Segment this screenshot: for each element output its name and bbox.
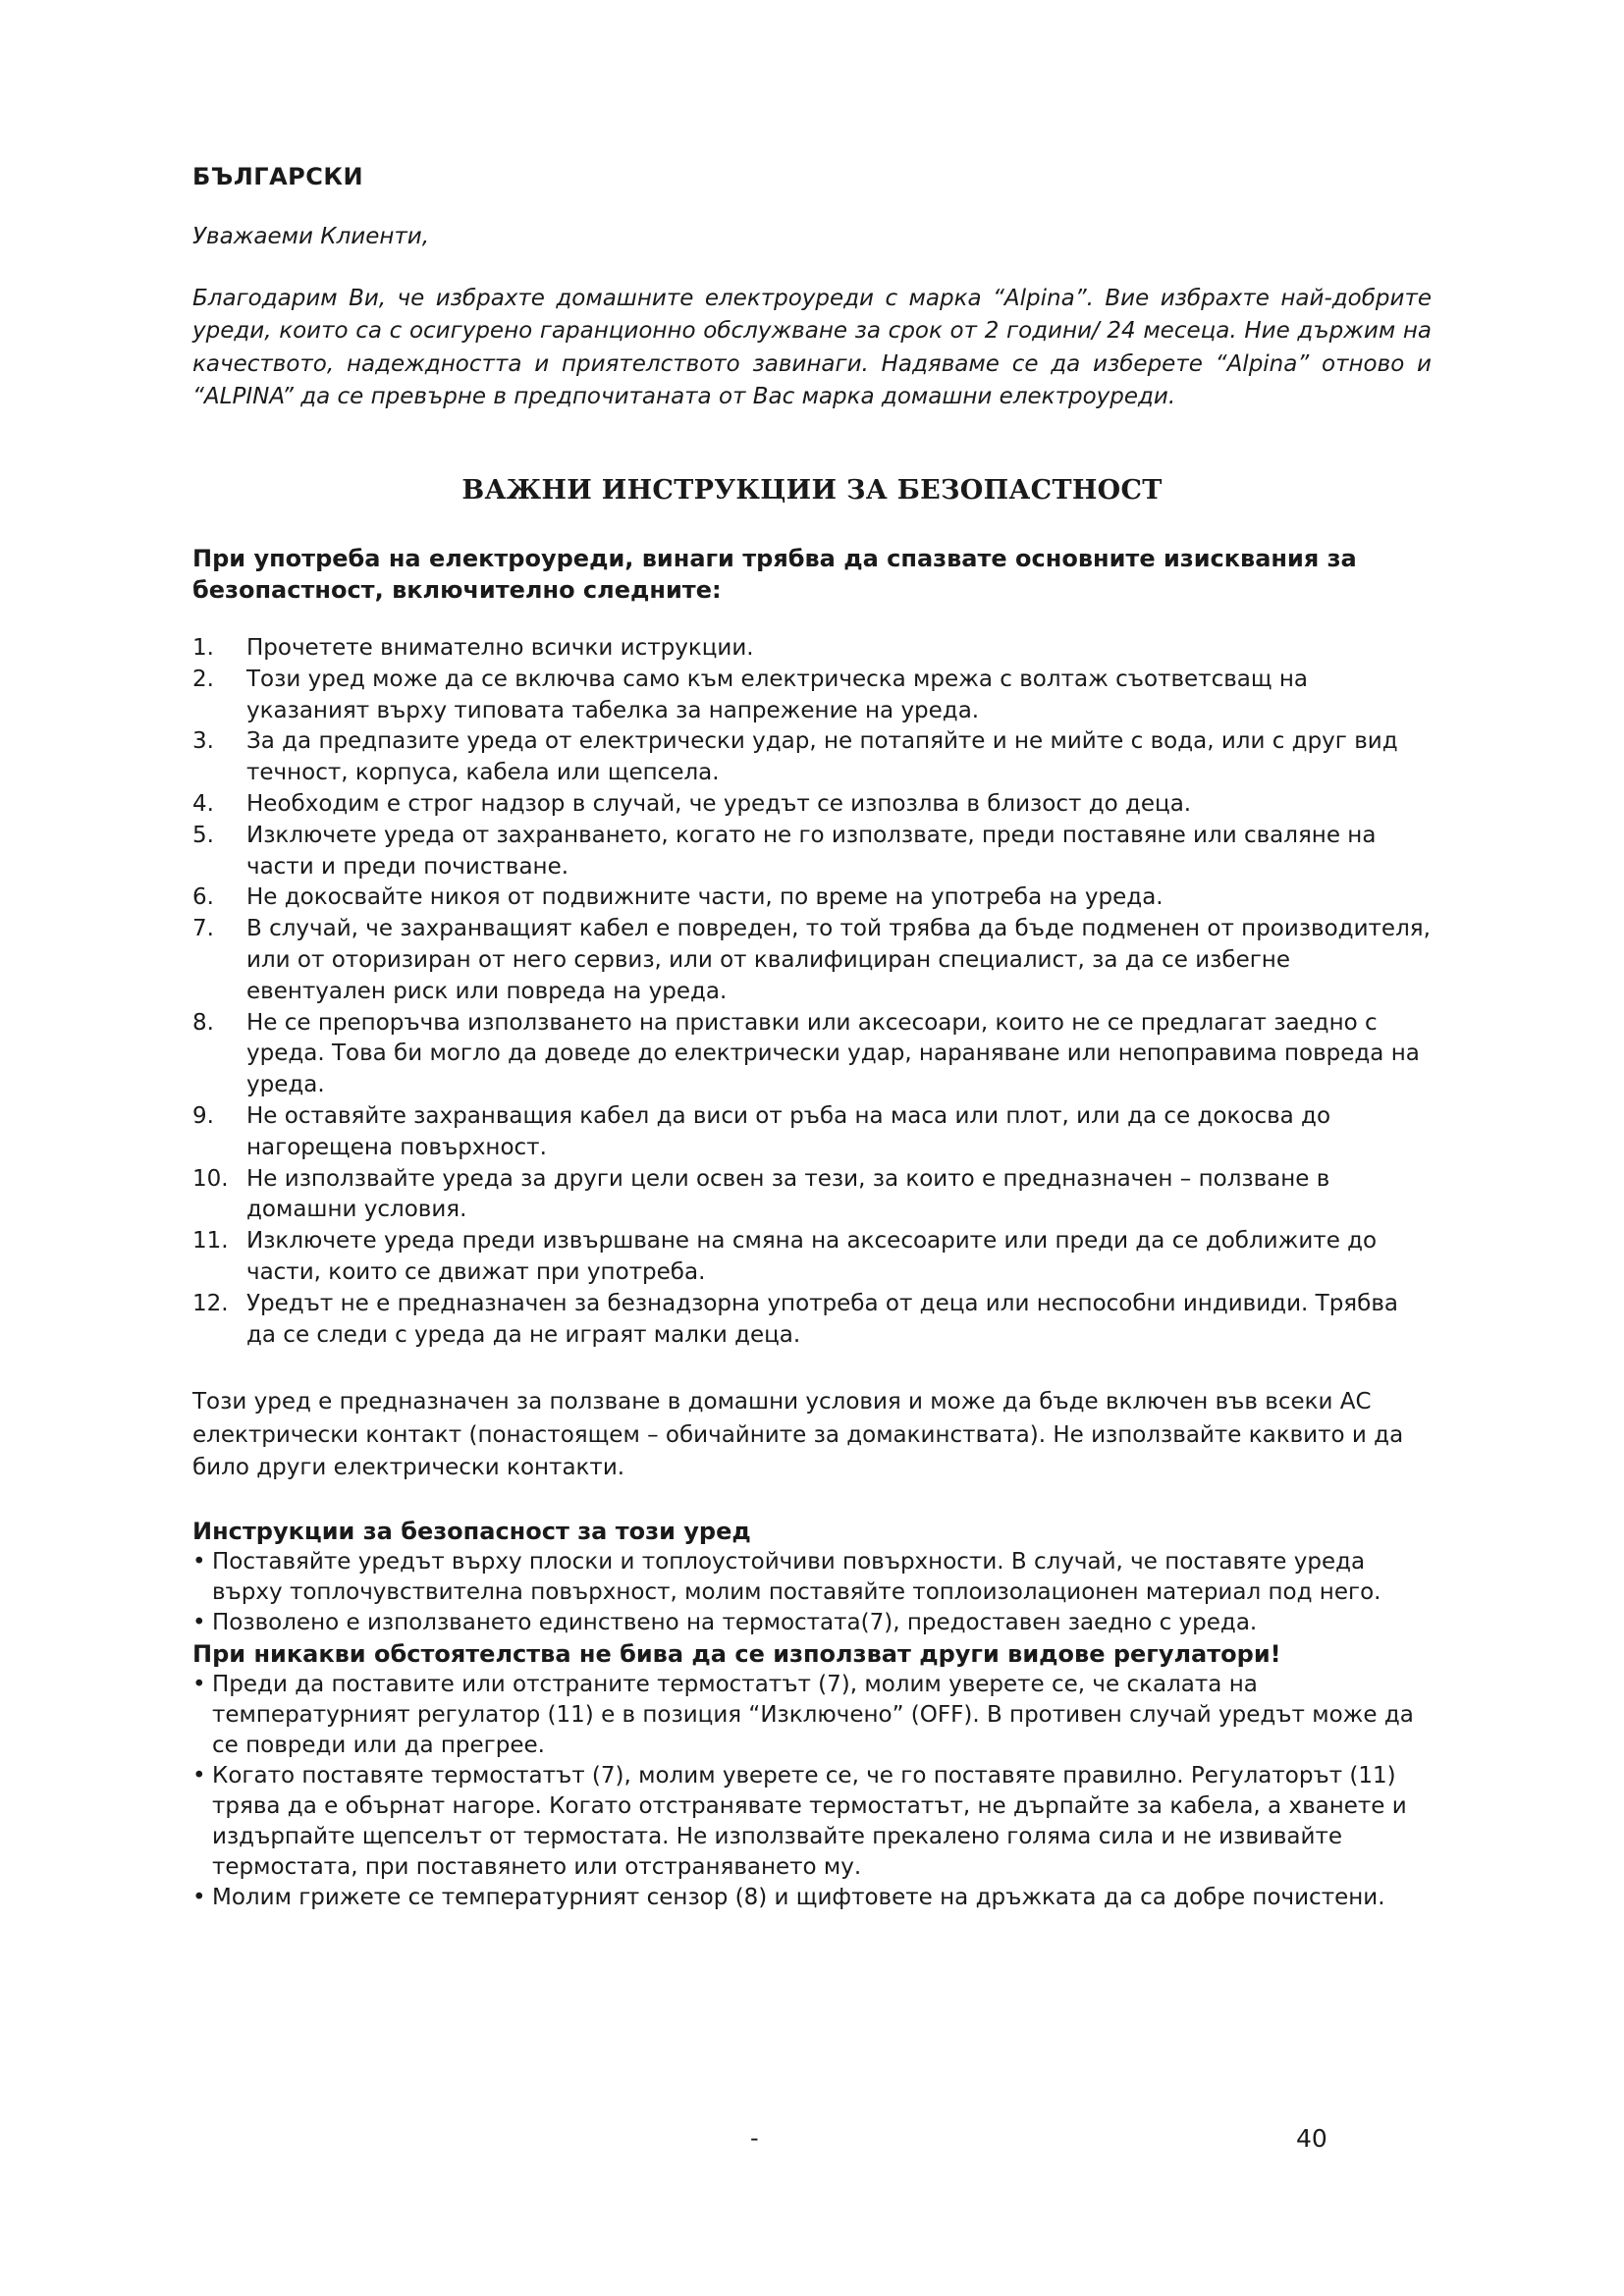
device-safety-section <box>192 1516 1432 1913</box>
instruction-text: Уредът не е предназначен за безнадзорна употреба от деца или неспособни индивиди. Трябва да се следи с уреда да не играят малки деца. <box>246 1290 1398 1348</box>
instruction-item <box>192 665 1432 727</box>
instruction-item <box>192 821 1432 883</box>
instruction-number: 3. <box>192 728 214 755</box>
regulator-warning: При никакви обстоятелства не бива да се използват други видове регулатори! <box>192 1640 1281 1668</box>
bullet-icon: • <box>192 1610 206 1635</box>
instruction-item <box>192 1226 1432 1289</box>
greeting: Уважаеми Клиенти, <box>192 224 430 249</box>
instruction-number: 2. <box>192 666 214 692</box>
instruction-text: Изключете уреда от захранването, когато не го използвате, преди поставяне или сваляне на части и преди почистване. <box>246 822 1377 880</box>
bullet-text: Позволено е използването единствено на термостата(7), предоставен заедно с уреда. <box>212 1610 1258 1635</box>
instruction-text: За да предпазите уреда от електрически удар, не потапяйте и не мийте с вода, или с друг вид течност, корпуса, кабела или щепсела. <box>246 728 1398 786</box>
instruction-text: Не се препоръчва използването на приставки или аксесоари, които не се предлагат заедно с уреда. Това би могло да доведе до електрически удар, нараняване или непоправима повреда на уреда. <box>246 1009 1420 1098</box>
safety-bullet <box>192 1883 1432 1913</box>
device-safety-list-b <box>192 1670 1432 1913</box>
bullet-text: Когато поставяте термостатът (7), молим уверете се, че го поставяте правилно. Регулаторът (11) трява да е обърнат нагоре. Когато отстранявате термостатът, не дърпайте за кабела, а хванете и издърпайте щепселът от термостата. Не използвайте прекалено голяма сила и не извивайте термостата, при поставянето или отстраняването му. <box>212 1763 1407 1880</box>
device-safety-list-a <box>192 1547 1432 1638</box>
bullet-icon: • <box>192 1885 206 1910</box>
usage-note: Този уред е предназначен за ползване в домашни условия и може да бъде включен във всеки АС електрически контакт (понастоящем – обичайните за домакинствата). Не използвайте каквито и да било други електрически контакти. <box>192 1389 1404 1480</box>
bullet-text: Молим грижете се температурният сензор (8) и щифтовете на дръжката да са добре почистени. <box>212 1885 1385 1910</box>
instruction-number: 7. <box>192 916 214 942</box>
instruction-number: 9. <box>192 1102 214 1129</box>
bullet-icon: • <box>192 1763 206 1789</box>
instruction-text: Този уред може да се включва само към електрическа мрежа с волтаж съответсващ на указаният върху типовата табелка за напрежение на уреда. <box>246 666 1308 723</box>
instruction-number: 8. <box>192 1009 214 1036</box>
device-safety-heading: Инструкции за безопасност за този уред <box>192 1518 751 1545</box>
instruction-item <box>192 633 1432 665</box>
instruction-item <box>192 1289 1432 1352</box>
instruction-number: 12. <box>192 1290 229 1316</box>
bullet-text: Поставяйте уредът върху плоски и топлоустойчиви повърхности. В случай, че поставяте уреда върху топлочувствителна повърхност, молим поставяйте топлоизолационен материал под него. <box>212 1549 1381 1605</box>
instruction-text: Необходим е строг надзор в случай, че уредът се изпозлва в близост до деца. <box>246 790 1192 817</box>
instruction-item <box>192 914 1432 1007</box>
page-number: 40 <box>1296 2124 1327 2153</box>
safety-bullet <box>192 1761 1432 1883</box>
bullet-icon: • <box>192 1672 206 1697</box>
instruction-text: Прочетете внимателно всички иструкции. <box>246 635 754 661</box>
instruction-number: 1. <box>192 635 214 661</box>
instruction-number: 6. <box>192 884 214 911</box>
safety-bullet <box>192 1547 1432 1608</box>
footer-dash: - <box>750 2124 759 2152</box>
instruction-text: Не оставяйте захранващия кабел да виси от ръба на маса или плот, или да се докосва до нагорещена повърхност. <box>246 1102 1331 1160</box>
instruction-text: Изключете уреда преди извършване на смяна на аксесоарите или преди да се доближите до части, които се движат при употреба. <box>246 1228 1378 1285</box>
safety-title: ВАЖНИ ИНСТРУКЦИИ ЗА БЕЗОПАСТНОСТ <box>461 475 1163 506</box>
instruction-item <box>192 789 1432 821</box>
instruction-number: 5. <box>192 822 214 848</box>
bullet-icon: • <box>192 1549 206 1575</box>
instruction-item <box>192 1101 1432 1164</box>
safety-bullet <box>192 1608 1432 1638</box>
instruction-item <box>192 726 1432 789</box>
requirements-intro: При употреба на електроуреди, винаги трябва да спазвате основните изисквания за безопастност, включително следните: <box>192 545 1357 604</box>
instruction-item <box>192 1164 1432 1227</box>
instruction-number: 10. <box>192 1165 229 1192</box>
instruction-text: Не използвайте уреда за други цели освен за тези, за които е предназначен – ползване в домашни условия. <box>246 1165 1330 1223</box>
language-heading: БЪЛГАРСКИ <box>192 163 364 190</box>
instruction-text: Не докосвайте никоя от подвижните части, по време на употреба на уреда. <box>246 884 1164 911</box>
intro-paragraph: Благодарим Ви, че избрахте домашните електроуреди с марка “Alpina”. Вие избрахте най-добрите уреди, които са с осигурено гаранционно обслужване за срок от 2 години/ 24 месеца. Ние държим на качеството, надеждността и приятелството завинаги. Надяваме се да изберете “Alpina” отново и “ALPINA” да се превърне в предпочитаната от Вас марка домашни електроуреди. <box>192 286 1432 410</box>
instruction-text: В случай, че захранващият кабел е повреден, то той трябва да бъде подменен от производителя, или от оторизиран от него сервиз, или от квалифициран специалист, за да се избегне евентуален риск или повреда на уреда. <box>246 916 1431 1004</box>
instruction-number: 11. <box>192 1228 229 1255</box>
instructions-list <box>192 633 1432 1351</box>
instruction-item <box>192 882 1432 914</box>
instruction-number: 4. <box>192 790 214 817</box>
instruction-item <box>192 1008 1432 1101</box>
safety-bullet <box>192 1670 1432 1761</box>
bullet-text: Преди да поставите или отстраните термостатът (7), молим уверете се, че скалата на температурният регулатор (11) е в позиция “Изключено” (OFF). В противен случай уредът може да се повреди или да прегрее. <box>212 1672 1414 1758</box>
